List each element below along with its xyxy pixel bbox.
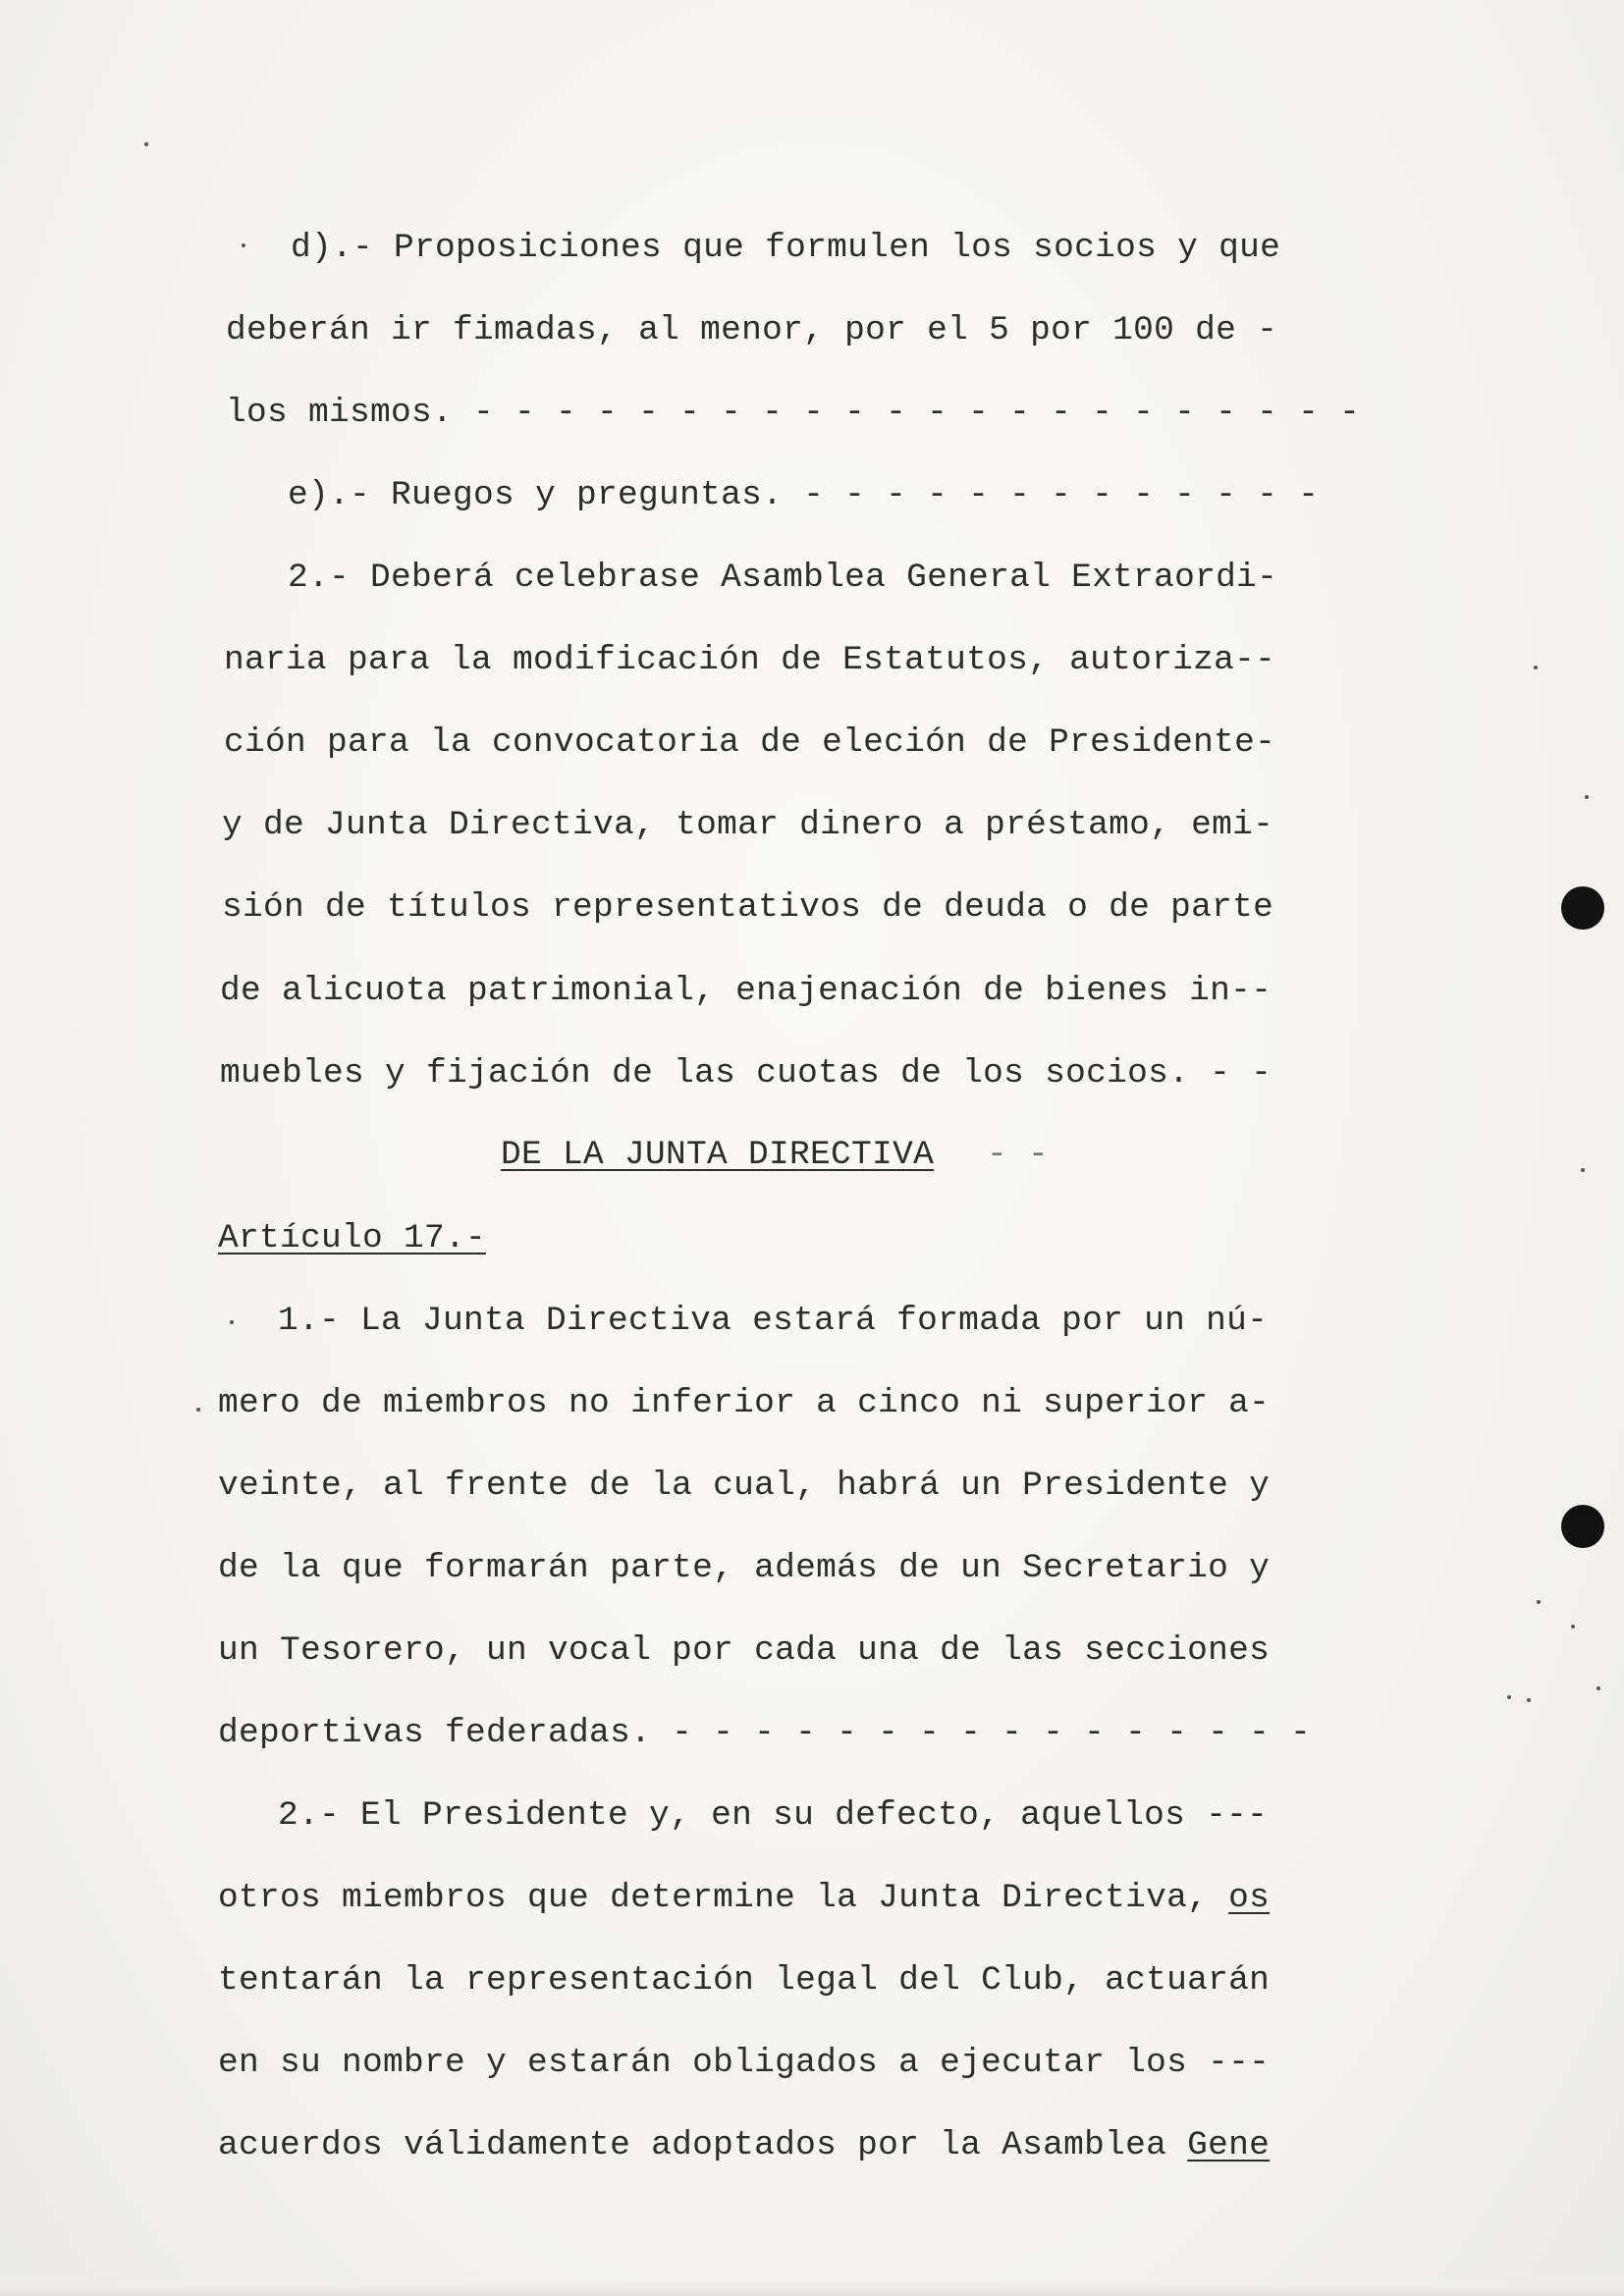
punch-hole-bottom: [1561, 1505, 1604, 1548]
speck: [1507, 1695, 1511, 1699]
article-line-8-underlined: os: [1228, 1879, 1271, 1917]
article-line-2: mero de miembros no inferior a cinco ni superior a-: [218, 1384, 1271, 1422]
speck: [196, 1408, 200, 1412]
article-line-6: deportivas federadas. - - - - - - - - - - - - - - - -: [218, 1714, 1312, 1752]
article-line-11-text: acuerdos válidamente adoptados por la Asamblea: [218, 2126, 1188, 2164]
article-line-8-text: otros miembros que determine la Junta Directiva,: [218, 1879, 1229, 1917]
text-line-9: sión de títulos representativos de deuda o de parte: [222, 888, 1274, 927]
article-title: Artículo 17.-: [218, 1219, 487, 1257]
article-line-9: tentarán la representación legal del Club, actuarán: [218, 1961, 1271, 2000]
text-line-7: ción para la convocatoria de eleción de Presidente-: [224, 723, 1276, 762]
article-line-10: en su nombre y estarán obligados a ejecutar los ---: [218, 2044, 1271, 2082]
speck: [242, 243, 245, 247]
speck: [1581, 1168, 1585, 1172]
text-line-10: de alicuota patrimonial, enajenación de bienes in--: [220, 972, 1272, 1010]
speck: [1534, 666, 1538, 669]
article-line-3: veinte, al frente de la cual, habrá un Presidente y: [218, 1467, 1271, 1505]
speck: [1597, 1686, 1600, 1690]
text-line-2: deberán ir fimadas, al menor, por el 5 por 100 de -: [226, 311, 1278, 349]
text-line-1: d).- Proposiciones que formulen los socios y que: [291, 229, 1281, 267]
speck: [1527, 1698, 1531, 1702]
punch-hole-top: [1561, 886, 1604, 930]
section-heading: DE LA JUNTA DIRECTIVA: [501, 1136, 935, 1174]
text-line-4: e).- Ruegos y preguntas. - - - - - - - - - - - - -: [288, 476, 1320, 514]
speck: [230, 1320, 234, 1324]
text-line-11: muebles y fijación de las cuotas de los socios. - -: [220, 1054, 1272, 1093]
text-line-3: los mismos. - - - - - - - - - - - - - - - - - - - - - -: [226, 394, 1361, 432]
speck: [1571, 1625, 1575, 1629]
text-line-8: y de Junta Directiva, tomar dinero a préstamo, emi-: [222, 806, 1274, 844]
article-line-1: 1.- La Junta Directiva estará formada por un nú-: [278, 1302, 1269, 1340]
section-heading-dashes: - -: [987, 1136, 1050, 1174]
article-line-11: [218, 2126, 1271, 2164]
page-bottom-edge: [0, 2282, 1624, 2296]
article-line-5: un Tesorero, un vocal por cada una de las secciones: [218, 1631, 1271, 1670]
article-line-7: 2.- El Presidente y, en su defecto, aquellos ---: [278, 1796, 1269, 1835]
speck: [1585, 795, 1589, 799]
article-line-8: [218, 1879, 1271, 1917]
article-line-4: de la que formarán parte, además de un Secretario y: [218, 1549, 1271, 1587]
article-line-11-underlined: Gene: [1187, 2126, 1271, 2164]
text-line-5: 2.- Deberá celebrase Asamblea General Extraordi-: [288, 559, 1278, 597]
speck: [1537, 1600, 1541, 1604]
speck: [144, 142, 148, 146]
text-line-6: naria para la modificación de Estatutos, autoriza--: [224, 641, 1276, 679]
